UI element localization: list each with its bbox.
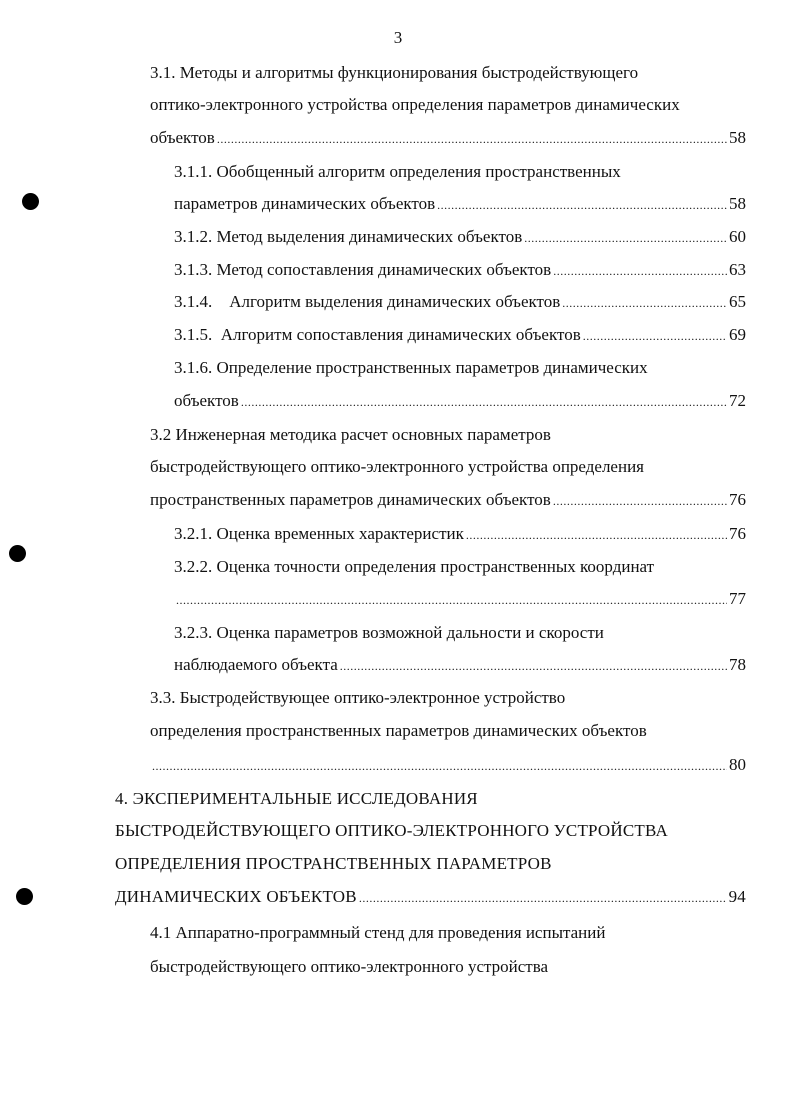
toc-page: 78 [729, 655, 746, 674]
toc-line: 3.2.2. Оценка точности определения пространственных координат [174, 557, 655, 576]
toc-page: 63 [729, 260, 746, 279]
toc-entry[interactable]: 3.1.5. Алгоритм сопоставления динамических объектов ..... 69 [174, 322, 746, 348]
dot-leader [340, 653, 727, 679]
dot-leader [241, 389, 727, 415]
toc-line: 3.1.1. Обобщенный алгоритм определения пространственных [174, 162, 621, 181]
dot-leader [524, 225, 727, 251]
toc-page: 76 [729, 490, 746, 509]
toc-page: 80 [729, 755, 746, 774]
toc-entry[interactable]: объектов ..... 72 [174, 388, 746, 414]
toc-page: 76 [729, 524, 746, 543]
punch-hole-icon [16, 888, 33, 905]
page-number: 3 [393, 28, 403, 47]
toc-entry[interactable]: наблюдаемого объекта ..... 78 [174, 652, 746, 678]
dot-leader [562, 290, 727, 316]
toc-page: 72 [729, 391, 746, 410]
dot-leader [437, 192, 727, 218]
toc-line: быстродействующего оптико-электронного устройства определения [150, 457, 644, 476]
toc-line: определения пространственных параметров динамических объектов [150, 721, 647, 740]
toc-entry[interactable]: параметров динамических объектов ..... 58 [174, 191, 746, 217]
dot-leader [359, 885, 727, 911]
toc-entry[interactable]: 3.1.4. Алгоритм выделения динамических объектов ..... 65 [174, 289, 746, 315]
toc-line: 3.1. Методы и алгоритмы функционирования быстродействующего [150, 63, 639, 82]
toc-chapter-line: ОПРЕДЕЛЕНИЯ ПРОСТРАНСТВЕННЫХ ПАРАМЕТРОВ [115, 854, 552, 873]
toc-line: 3.2 Инженерная методика расчет основных параметров [150, 425, 551, 444]
toc-entry[interactable]: 3.1.3. Метод сопоставления динамических объектов ..... 63 [174, 257, 746, 283]
dot-leader [152, 753, 727, 779]
toc-line: 3.3. Быстродействующее оптико-электронное устройство [150, 688, 566, 707]
punch-hole-icon [9, 545, 26, 562]
dot-leader [553, 258, 727, 284]
toc-chapter-line: БЫСТРОДЕЙСТВУЮЩЕГО ОПТИКО-ЭЛЕКТРОННОГО УСТРОЙСТВА [115, 821, 668, 840]
toc-line: 3.2.3. Оценка параметров возможной дальности и скорости [174, 623, 604, 642]
toc-page: 60 [729, 227, 746, 246]
toc-entry[interactable] [150, 752, 746, 778]
toc-entry[interactable]: 3.2.1. Оценка временных характеристик ..... 76 [174, 521, 746, 547]
toc-line: 3.1.6. Определение пространственных параметров динамических [174, 358, 648, 377]
toc-chapter-line: 4. ЭКСПЕРИМЕНТАЛЬНЫЕ ИССЛЕДОВАНИЯ [115, 789, 478, 808]
dot-leader [217, 126, 727, 152]
dot-leader [553, 488, 727, 514]
toc-entry[interactable]: 3.1.2. Метод выделения динамических объектов ..... 60 [174, 224, 746, 250]
toc-line: 4.1 Аппаратно-программный стенд для проведения испытаний [150, 923, 606, 942]
toc-page: 69 [729, 325, 746, 344]
toc-page: 94 [728, 887, 746, 906]
dot-leader [583, 323, 727, 349]
toc-entry[interactable]: объектов ..... 58 [150, 125, 746, 151]
toc-line: оптико-электронного устройства определения параметров динамических [150, 95, 680, 114]
toc-entry[interactable] [174, 586, 746, 612]
toc-line: быстродействующего оптико-электронного устройства [150, 957, 549, 976]
toc-entry[interactable]: пространственных параметров динамических объектов ..... 76 [150, 487, 746, 513]
toc-chapter-entry[interactable]: ДИНАМИЧЕСКИХ ОБЪЕКТОВ ..... 94 [115, 884, 746, 910]
dot-leader [466, 522, 727, 548]
toc-page: 58 [729, 194, 746, 213]
toc-page: 65 [729, 292, 746, 311]
punch-hole-icon [22, 193, 39, 210]
toc-page: 58 [729, 128, 746, 147]
dot-leader [176, 587, 727, 613]
toc-page: 77 [729, 589, 746, 608]
